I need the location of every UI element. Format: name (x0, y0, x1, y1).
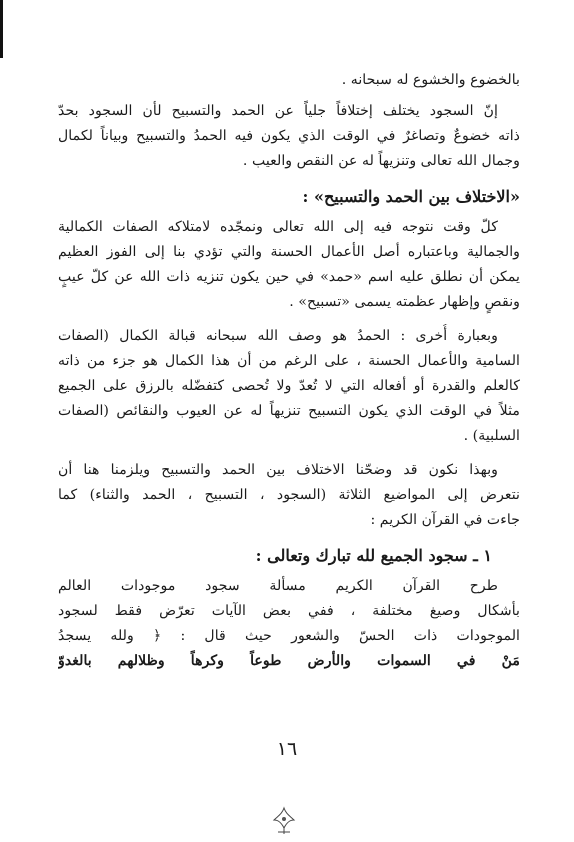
text-line: السامية والأعمال الحسنة ، على الرغم من أن هذا الكمال هو جزء من ذاته (58, 353, 520, 369)
paragraph-hamd-definition (58, 215, 520, 315)
paragraph-in-other-words (58, 324, 520, 449)
page-number: ١٦ (276, 738, 298, 760)
text-line: وجمال الله تعالى وتنزيهاً له عن النقص والعيب . (242, 153, 520, 169)
text-line: كالعلم والقدرة أو أفعاله التي لا تُعدّ ولا تُحصى كتفضّله بالرزق على الجميع (58, 378, 520, 394)
text-line: بأشكال وصيغ مختلفة ، ففي بعض الآيات تعرّض فقط لسجود (58, 603, 520, 619)
ornament-icon (268, 806, 300, 836)
text-line: يمكن أن نطلق عليه اسم «حمد» في حين يكون تنزيه ذات الله عن كلّ عيبٍ (58, 269, 520, 285)
quran-verse-line: مَنْ في السموات والأرض طوعاً وكرهاً وظلالهم بالغدوّ (58, 653, 520, 669)
paragraph-sujud-difference (58, 99, 520, 174)
section-heading-difference: «الاختلاف بين الحمد والتسبيح» : (302, 187, 520, 206)
text-line: الموجودات ذات الحسّ والشعور حيث قال : ﴿ ولله يسجدُ (58, 628, 520, 644)
text-line: ونقصٍ وإظهار عظمته يسمى «تسبيح» . (289, 294, 520, 310)
section-heading-sujud: ١ ـ سجود الجميع لله تبارك وتعالى : (255, 546, 492, 565)
text-line: وبعبارة أُخرى : الحمدُ هو وصف الله سبحانه قبالة الكمال (الصفات (58, 328, 498, 344)
paragraph-intro-continuation (58, 68, 520, 93)
text-line: جاءت في القرآن الكريم : (370, 512, 520, 528)
text-line: والجمالية وباعتباره أصل الأعمال الحسنة والتي تؤدي بنا إلى الفوز العظيم (58, 244, 520, 260)
text-line: السلبية) . (463, 428, 520, 444)
text-line: مثلاً في الوقت الذي يكون التسبيح تنزيهاً له عن العيوب والنقائص (الصفات (58, 403, 520, 419)
paragraph-three-topics (58, 458, 520, 533)
text-line: كلّ وقت نتوجه فيه إلى الله تعالى ونمجّده لامتلاكه الصفات الكمالية (58, 219, 498, 235)
text-line: ذاته خضوعٌ وتصاغرٌ في الوقت الذي يكون فيه الحمدُ والتسبيح وبياناً لكمال (58, 128, 520, 144)
text-line: إنّ السجود يختلف إختلافاً جلياً عن الحمد والتسبيح لأن السجود بحدّ (58, 103, 498, 119)
text-line: بالخضوع والخشوع له سبحانه . (341, 72, 520, 88)
page-body (58, 68, 520, 683)
scan-edge-mark (0, 0, 3, 58)
paragraph-quran-sujud (58, 574, 520, 674)
text-line: وبهذا نكون قد وضحّنا الاختلاف بين الحمد والتسبيح ويلزمنا هنا أن (58, 462, 498, 478)
text-line: نتعرض إلى المواضيع الثلاثة (السجود ، التسبيح ، الحمد والثناء) كما (58, 487, 520, 503)
text-line: طرح القرآن الكريم مسألة سجود موجودات العالم (58, 578, 498, 594)
